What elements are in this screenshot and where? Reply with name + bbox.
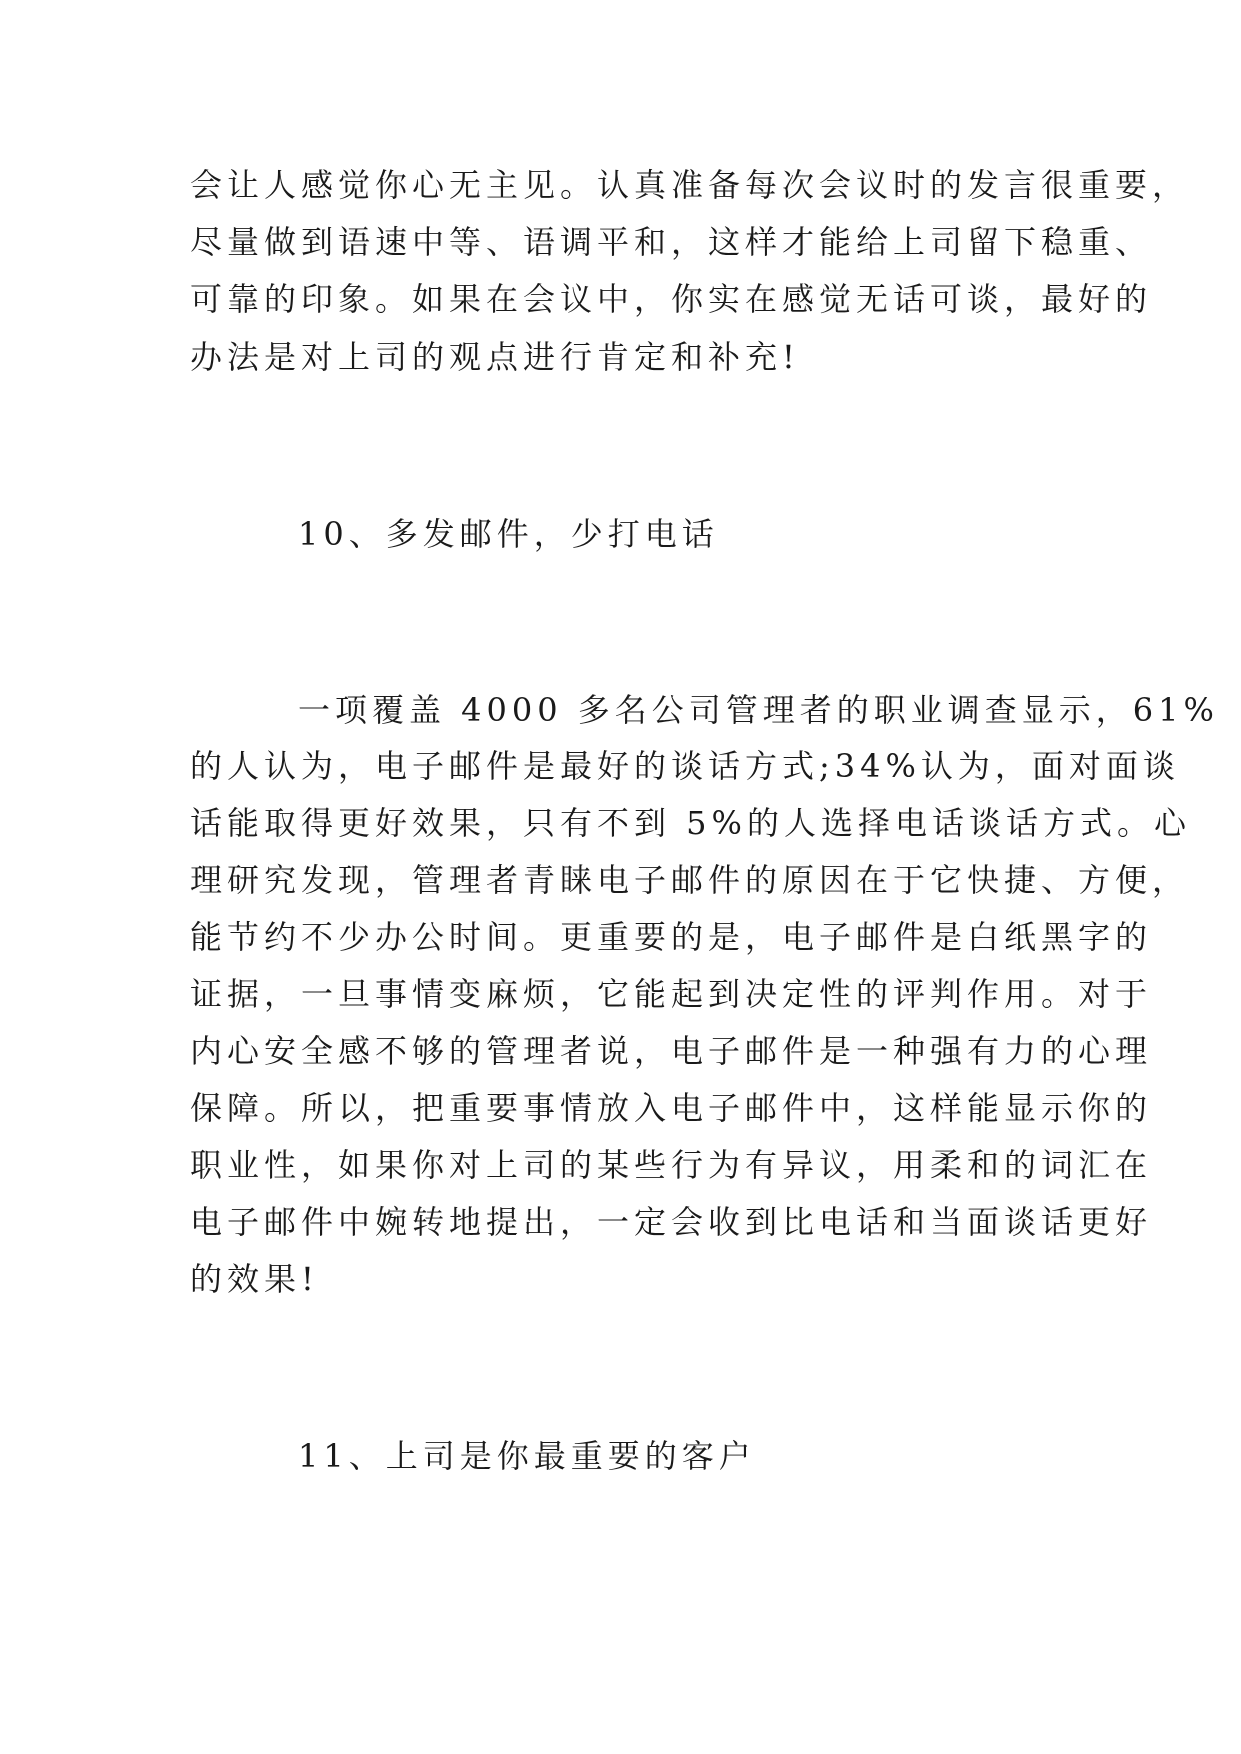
paragraph-line: 能节约不少办公时间。更重要的是，电子邮件是白纸黑字的 (190, 918, 1153, 956)
paragraph-line: 的人认为，电子邮件是最好的谈话方式;34%认为，面对面谈 (190, 747, 1180, 785)
paragraph-line: 可靠的印象。如果在会议中，你实在感觉无话可谈，最好的 (190, 280, 1153, 318)
paragraph-line: 一项覆盖 4000 多名公司管理者的职业调查显示，61% (298, 691, 1219, 729)
paragraph-line: 电子邮件中婉转地提出，一定会收到比电话和当面谈话更好 (190, 1203, 1153, 1241)
paragraph-line: 保障。所以，把重要事情放入电子邮件中，这样能显示你的 (190, 1089, 1153, 1127)
section-heading-11: 11、上司是你最重要的客户 (298, 1437, 756, 1475)
paragraph-line: 的效果! (190, 1260, 319, 1298)
paragraph-line: 尽量做到语速中等、语调平和，这样才能给上司留下稳重、 (190, 223, 1153, 261)
paragraph-line: 证据，一旦事情变麻烦，它能起到决定性的评判作用。对于 (190, 975, 1153, 1013)
paragraph-line: 内心安全感不够的管理者说，电子邮件是一种强有力的心理 (190, 1032, 1153, 1070)
section-heading-10: 10、多发邮件，少打电话 (298, 515, 719, 553)
paragraph-line: 会让人感觉你心无主见。认真准备每次会议时的发言很重要， (190, 166, 1190, 204)
paragraph-line: 理研究发现，管理者青睐电子邮件的原因在于它快捷、方便， (190, 861, 1190, 899)
paragraph-line: 办法是对上司的观点进行肯定和补充! (190, 338, 800, 376)
paragraph-line: 职业性，如果你对上司的某些行为有异议，用柔和的词汇在 (190, 1146, 1153, 1184)
paragraph-line: 话能取得更好效果，只有不到 5%的人选择电话谈话方式。心 (190, 804, 1191, 842)
